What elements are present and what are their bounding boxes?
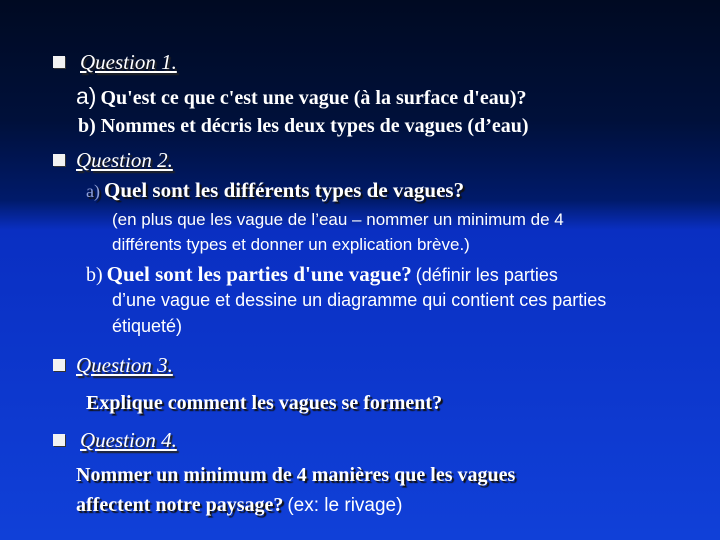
question-4-text: Nommer un minimum de 4 manières que les vagues xyxy=(76,464,516,486)
question-3-title: Question 3. xyxy=(76,353,173,377)
question-1b-text: b) Nommes et décris les deux types de vagues (d’eau) xyxy=(78,115,529,137)
question-2-title: Question 2. xyxy=(76,148,173,172)
question-4-text-line2 xyxy=(76,494,402,517)
question-4-text: affectent notre paysage? xyxy=(76,494,284,516)
question-2a-text: Quel sont les différents types de vagues? xyxy=(103,178,465,202)
question-2b-detail: d’une vague et dessine un diagramme qui contient ces parties xyxy=(112,290,607,310)
bullet-icon xyxy=(53,56,65,68)
bullet-icon xyxy=(53,434,65,446)
question-2b-detail: étiqueté) xyxy=(112,316,183,336)
question-1a-marker: a) xyxy=(76,83,97,109)
question-3-text: Explique comment les vagues se forment? xyxy=(86,392,443,414)
question-4-title: Question 4. xyxy=(80,428,177,452)
question-1-title: Question 1. xyxy=(80,50,177,74)
question-1a xyxy=(76,83,527,110)
question-2a-marker: a) xyxy=(86,181,100,201)
bullet-icon xyxy=(53,154,65,166)
question-2a-detail: différents types et donner un explication brève.) xyxy=(112,235,470,254)
question-2b-marker: b) xyxy=(86,264,103,286)
question-2b-text: Quel sont les parties d'une vague? xyxy=(106,262,412,286)
question-4-example: (ex: le rivage) xyxy=(287,495,403,516)
question-1a-text: Qu'est ce que c'est une vague (à la surface d'eau)? xyxy=(100,87,527,109)
question-2b xyxy=(86,262,558,287)
question-2a xyxy=(86,178,464,203)
question-2a-detail: (en plus que les vague de l’eau – nommer un minimum de 4 xyxy=(112,210,564,229)
bullet-icon xyxy=(53,359,65,371)
question-2b-detail: (définir les parties xyxy=(415,265,558,285)
